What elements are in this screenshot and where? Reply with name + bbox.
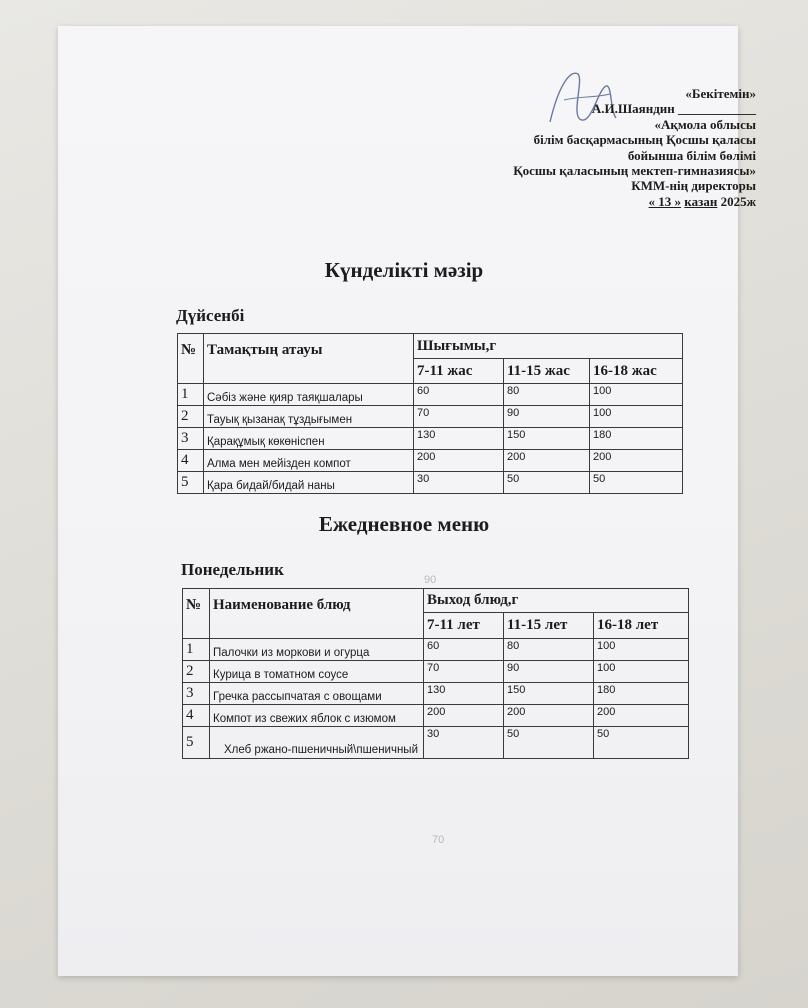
portion-11-15: 150 [504, 428, 590, 450]
portion-7-11: 70 [414, 406, 504, 428]
dish-name: Тауық қызанақ тұздығымен [204, 406, 414, 428]
approval-line: бойынша білім бөлімі [627, 147, 756, 163]
portion-11-15: 90 [504, 406, 590, 428]
ru-menu-table [182, 588, 689, 759]
portion-7-11: 130 [414, 428, 504, 450]
portion-11-15: 80 [504, 639, 594, 661]
portion-7-11: 60 [424, 639, 504, 661]
approval-line: Қосшы қаласының мектеп-гимназиясы» [513, 163, 756, 179]
kz-age-7-11: 7-11 жас [414, 359, 504, 384]
portion-16-18: 50 [594, 727, 689, 759]
ru-header-num: № [183, 589, 210, 639]
approval-block [456, 86, 756, 209]
portion-11-15: 50 [504, 727, 594, 759]
approver-name: А.И.Шаяндин ____________ [591, 101, 756, 117]
portion-7-11: 200 [424, 705, 504, 727]
portion-7-11: 200 [414, 450, 504, 472]
row-num: 3 [183, 683, 210, 705]
table-row [178, 450, 683, 472]
dish-name: Сәбіз және қияр таяқшалары [204, 384, 414, 406]
approval-date [456, 194, 756, 209]
row-num: 5 [183, 727, 210, 759]
dish-name: Қара бидай/бидай наны [204, 472, 414, 494]
kz-age-16-18: 16-18 жас [590, 359, 683, 384]
table-row [183, 705, 689, 727]
portion-16-18: 100 [590, 406, 683, 428]
table-row [183, 661, 689, 683]
approval-line: «Ақмола облысы [654, 116, 756, 132]
approval-date-year: 2025ж [720, 193, 756, 209]
portion-11-15: 200 [504, 450, 590, 472]
portion-16-18: 180 [594, 683, 689, 705]
approval-heading: «Бекітемін» [685, 86, 756, 101]
row-num: 2 [178, 406, 204, 428]
ru-day-label: Понедельник [181, 560, 284, 579]
kz-day-label: Дүйсенбі [176, 306, 245, 325]
table-row [178, 428, 683, 450]
portion-7-11: 130 [424, 683, 504, 705]
ru-header-name: Наименование блюд [210, 589, 424, 639]
dish-name: Қарақұмық көкөніспен [204, 428, 414, 450]
approval-line: білім басқармасының Қосшы қаласы [533, 132, 756, 148]
kz-title: Күнделікті мәзір [324, 258, 484, 282]
table-row [178, 406, 683, 428]
approval-date-month: казан [684, 193, 718, 209]
ru-age-7-11: 7-11 лет [424, 613, 504, 639]
dish-name: Алма мен мейізден компот [204, 450, 414, 472]
dish-name: Палочки из моркови и огурца [210, 639, 424, 661]
kz-menu-table [177, 333, 683, 494]
portion-11-15: 150 [504, 683, 594, 705]
kz-header-num: № [178, 334, 204, 384]
ru-age-11-15: 11-15 лет [504, 613, 594, 639]
ru-header-row [183, 589, 689, 613]
row-num: 4 [178, 450, 204, 472]
portion-16-18: 180 [590, 428, 683, 450]
table-row [178, 472, 683, 494]
portion-16-18: 100 [590, 384, 683, 406]
portion-16-18: 50 [590, 472, 683, 494]
portion-7-11: 70 [424, 661, 504, 683]
row-num: 1 [178, 384, 204, 406]
kz-header-row [178, 334, 683, 359]
dish-name: Хлеб ржано-пшеничный\пшеничный [210, 727, 424, 759]
portion-7-11: 30 [414, 472, 504, 494]
portion-11-15: 200 [504, 705, 594, 727]
row-num: 1 [183, 639, 210, 661]
portion-11-15: 90 [504, 661, 594, 683]
approval-line: КММ-нің директоры [631, 178, 756, 194]
portion-11-15: 80 [504, 384, 590, 406]
portion-16-18: 100 [594, 661, 689, 683]
table-row [178, 384, 683, 406]
portion-16-18: 100 [594, 639, 689, 661]
ru-age-16-18: 16-18 лет [594, 613, 689, 639]
portion-7-11: 60 [414, 384, 504, 406]
portion-16-18: 200 [590, 450, 683, 472]
row-num: 5 [178, 472, 204, 494]
dish-name: Курица в томатном соусе [210, 661, 424, 683]
row-num: 3 [178, 428, 204, 450]
table-row [183, 683, 689, 705]
kz-header-name: Тамақтың атауы [204, 334, 414, 384]
approval-date-day: « 13 » [648, 193, 682, 209]
kz-header-output: Шығымы,г [414, 334, 683, 359]
bleed-through-text: 90 [424, 574, 437, 586]
table-row [183, 639, 689, 661]
ru-title: Ежедневное меню [318, 512, 490, 536]
kz-age-11-15: 11-15 жас [504, 359, 590, 384]
dish-name: Компот из свежих яблок с изюмом [210, 705, 424, 727]
dish-name: Гречка рассыпчатая с овощами [210, 683, 424, 705]
portion-16-18: 200 [594, 705, 689, 727]
bleed-through-text: 70 [432, 834, 445, 846]
row-num: 4 [183, 705, 210, 727]
ru-header-output: Выход блюд,г [424, 589, 689, 613]
row-num: 2 [183, 661, 210, 683]
portion-7-11: 30 [424, 727, 504, 759]
table-row [183, 727, 689, 759]
portion-11-15: 50 [504, 472, 590, 494]
